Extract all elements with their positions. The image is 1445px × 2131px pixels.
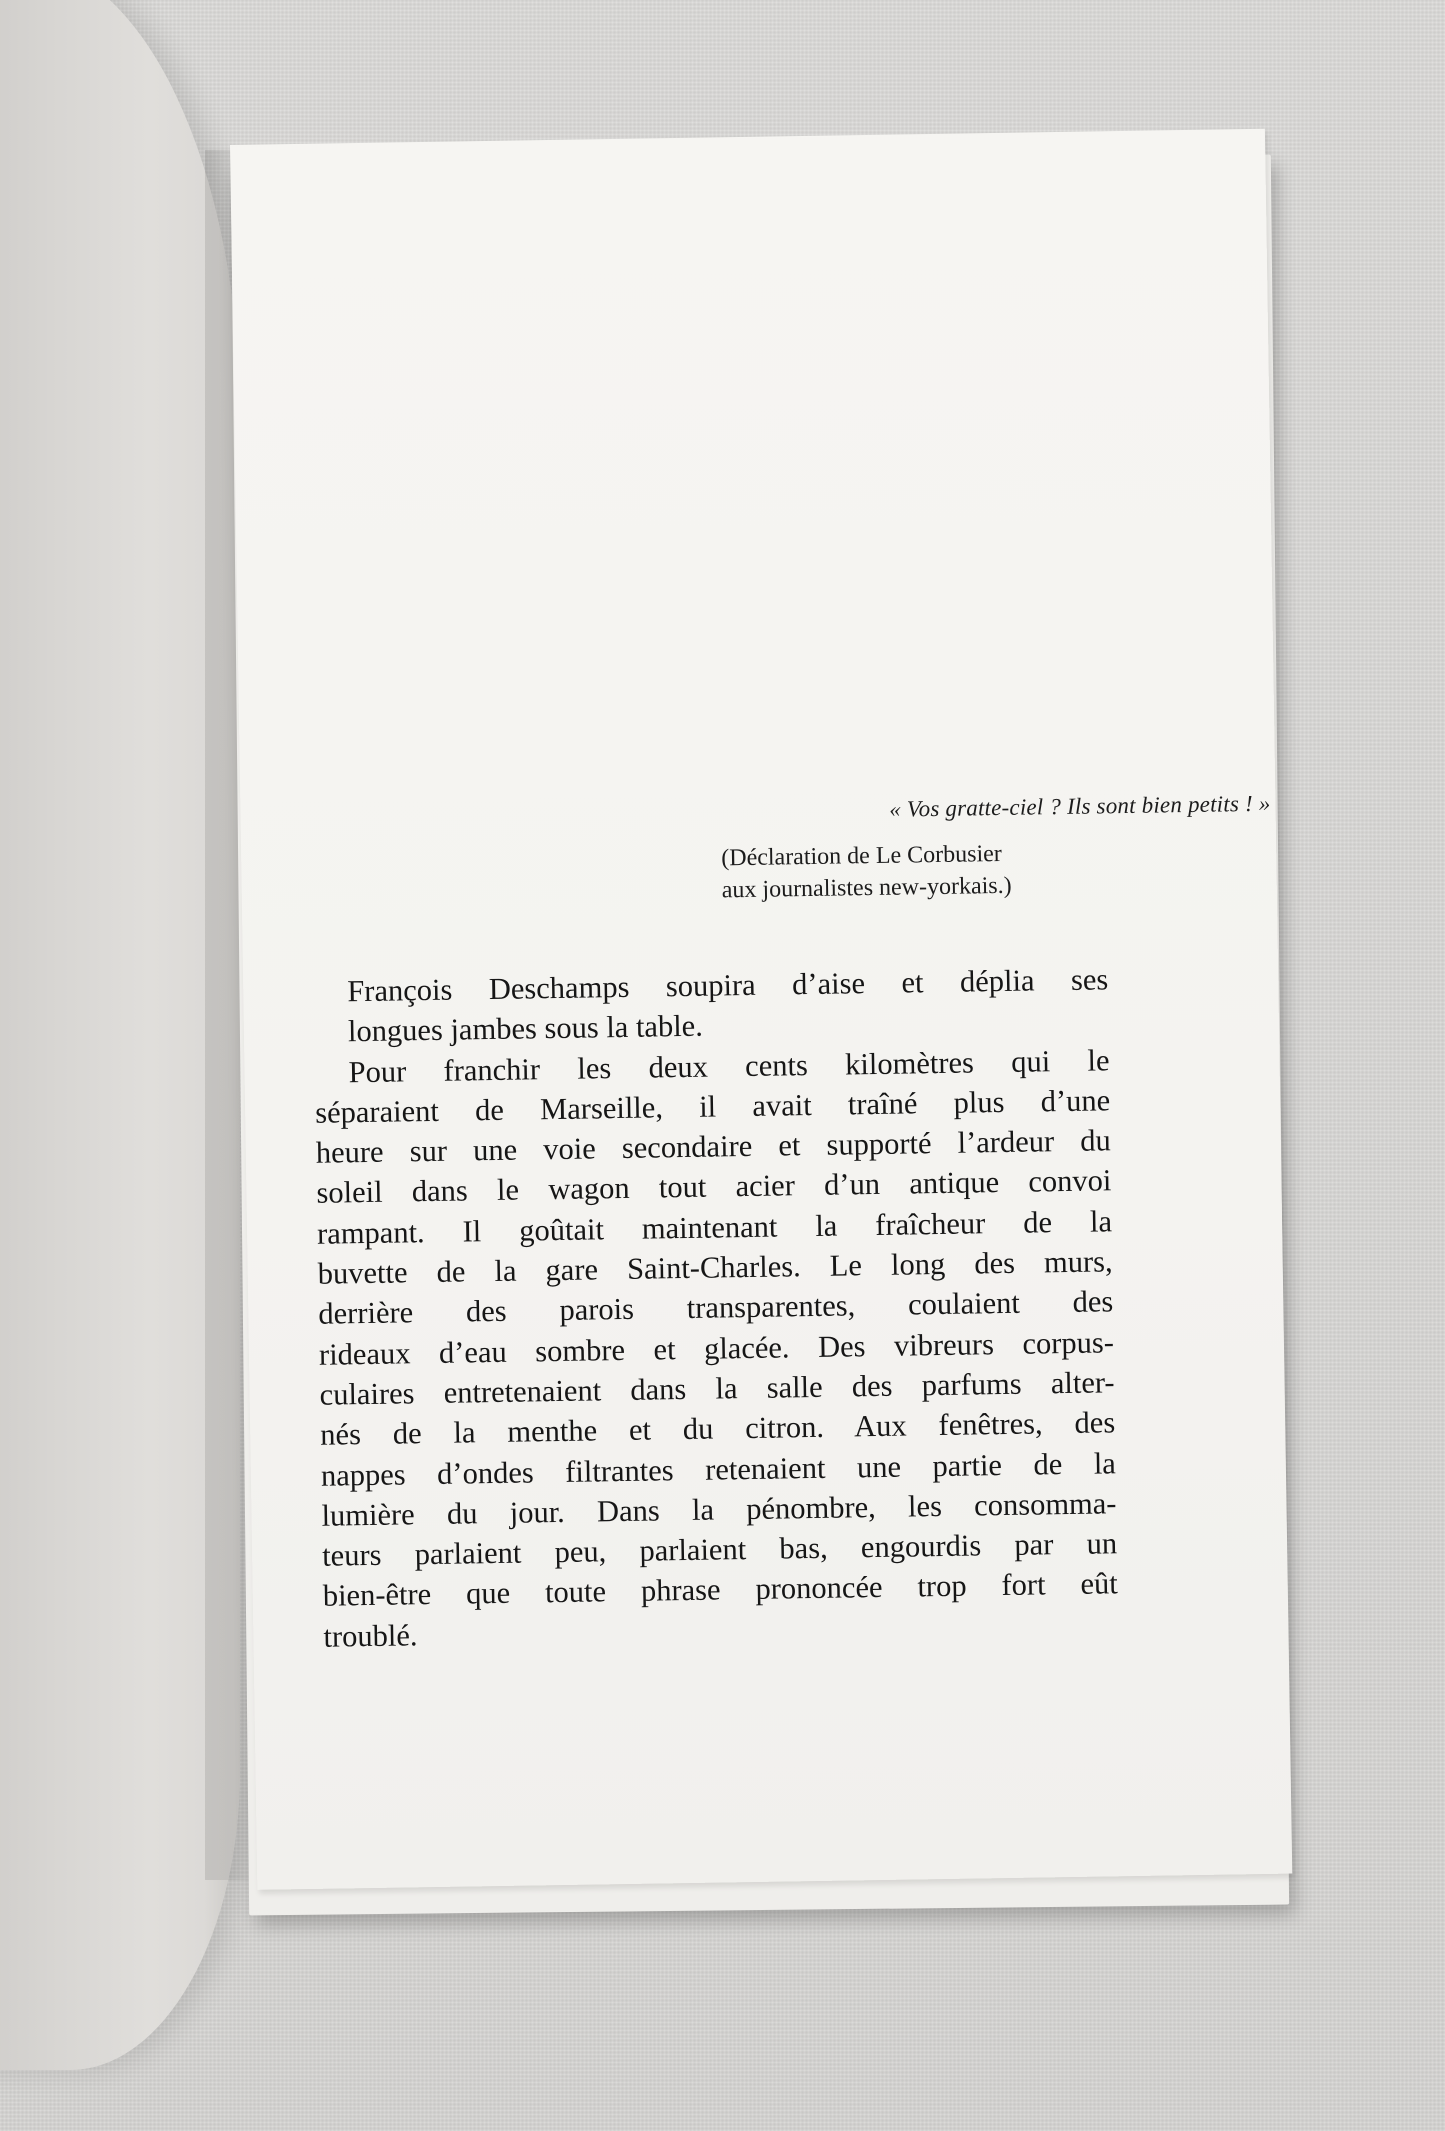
text-line: nés de la menthe et du citron. Aux fenêtres, des <box>320 1405 1116 1453</box>
text-line: teurs parlaient peu, parlaient bas, engourdis par un <box>321 1526 1118 1573</box>
text-line: Pour franchir les deux cents kilomètres qui le <box>348 1042 1110 1089</box>
text-line: rideaux d’eau sombre et glacée. Des vibreurs corpus- <box>318 1324 1115 1372</box>
body-text <box>313 959 1119 1656</box>
epigraph-attribution-line: (Déclaration de Le Corbusier <box>721 840 1002 872</box>
text-line: culaires entretenaient dans la salle des parfums alter- <box>319 1365 1115 1412</box>
text-line: lumière du jour. Dans la pénombre, les consomma- <box>321 1486 1117 1533</box>
text-line: séparaient de Marseille, il avait traîné plus d’une <box>314 1083 1111 1130</box>
paragraph-1 <box>313 959 1109 1052</box>
right-page <box>230 129 1292 1890</box>
text-line: soleil dans le wagon tout acier d’un antique convoi <box>316 1163 1112 1211</box>
left-page <box>0 0 240 2070</box>
text-line: nappes d’ondes filtrantes retenaient une partie de la <box>320 1445 1117 1493</box>
epigraph-quote: « Vos gratte-ciel ? Ils sont bien petits ! » <box>889 790 1271 822</box>
text-line: buvette de la gare Saint-Charles. Le long des murs, <box>317 1244 1113 1291</box>
text-line: longues jambes sous la table. <box>347 1008 704 1049</box>
text-line: rampant. Il goûtait maintenant la fraîcheur de la <box>316 1204 1113 1251</box>
text-line: François Deschamps soupira d’aise et déplia ses <box>347 962 1109 1009</box>
text-line: troublé. <box>323 1617 418 1654</box>
reverse-side-show-through <box>293 340 1193 354</box>
epigraph-attribution <box>721 834 1227 906</box>
text-line: derrière des parois transparentes, coulaient des <box>318 1284 1114 1332</box>
paragraph-2 <box>314 1040 1118 1657</box>
text-line: bien-être que toute phrase prononcée trop fort eût <box>322 1566 1118 1614</box>
text-line: heure sur une voie secondaire et supporté l’ardeur du <box>315 1123 1112 1170</box>
epigraph-attribution-line: aux journalistes new-yorkais.) <box>721 872 1012 904</box>
